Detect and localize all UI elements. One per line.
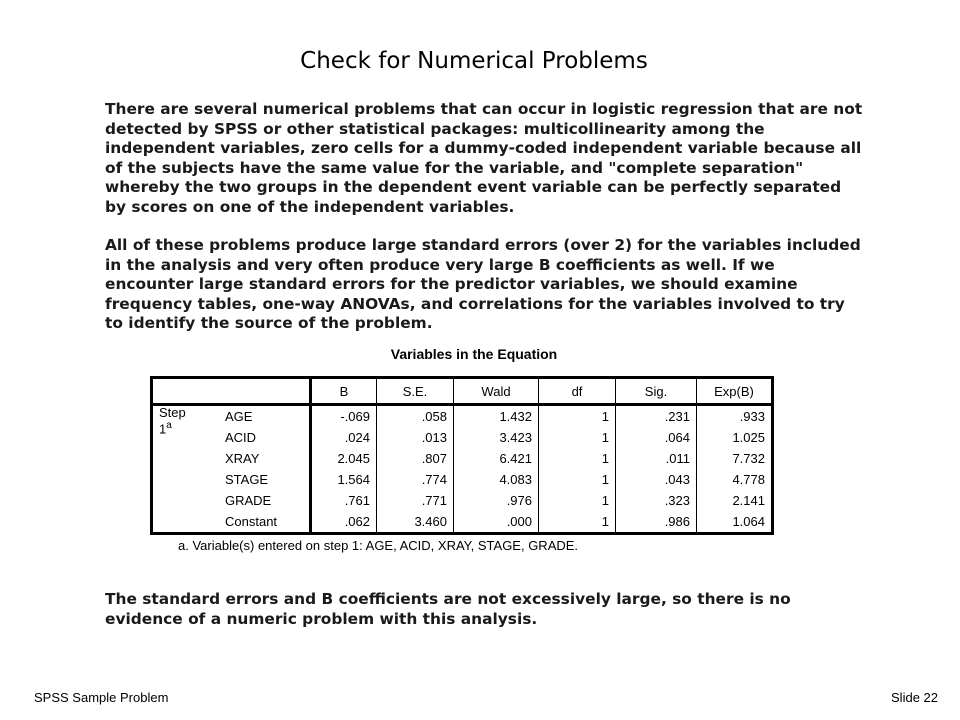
cell-expb: 1.025 bbox=[697, 427, 773, 448]
table-header-row bbox=[152, 378, 773, 405]
slide-title: Check for Numerical Problems bbox=[300, 48, 648, 74]
variable-name: AGE bbox=[225, 409, 253, 424]
cell-sig: .323 bbox=[616, 490, 697, 511]
cell-wald: 6.421 bbox=[454, 448, 539, 469]
cell-se: 3.460 bbox=[377, 511, 454, 534]
cell-wald: .000 bbox=[454, 511, 539, 534]
table-row bbox=[152, 405, 773, 428]
cell-b: .024 bbox=[311, 427, 377, 448]
variable-name: GRADE bbox=[225, 493, 272, 508]
step-footnote-marker: a bbox=[166, 420, 172, 431]
table-row bbox=[152, 490, 773, 511]
cell-df: 1 bbox=[539, 511, 616, 534]
table-row bbox=[152, 511, 773, 534]
step-number: 1 bbox=[159, 421, 167, 437]
cell-wald: 1.432 bbox=[454, 405, 539, 428]
cell-b: .761 bbox=[311, 490, 377, 511]
cell-sig: .011 bbox=[616, 448, 697, 469]
header-sig: Sig. bbox=[616, 378, 697, 405]
cell-sig: .043 bbox=[616, 469, 697, 490]
header-blank-variable bbox=[219, 378, 311, 405]
header-wald: Wald bbox=[454, 378, 539, 405]
cell-b: 2.045 bbox=[311, 448, 377, 469]
variable-name: Constant bbox=[225, 514, 278, 529]
cell-b: -.069 bbox=[311, 405, 377, 428]
cell-sig: .231 bbox=[616, 405, 697, 428]
table-row bbox=[152, 448, 773, 469]
slide-number: Slide 22 bbox=[891, 690, 938, 705]
cell-df: 1 bbox=[539, 427, 616, 448]
cell-df: 1 bbox=[539, 448, 616, 469]
cell-df: 1 bbox=[539, 469, 616, 490]
cell-df: 1 bbox=[539, 490, 616, 511]
problems-paragraph: All of these problems produce large standard errors (over 2) for the variables included in the analysis and very often produce very large B coefficients as well. If we encounter large standard errors for the predictor variables, we should examine frequency tables, one-way ANOVAs, and correlations for the variables involved to try to identify the source of the problem. bbox=[105, 236, 861, 332]
variable-name: XRAY bbox=[225, 451, 260, 466]
table-row bbox=[152, 427, 773, 448]
cell-se: .058 bbox=[377, 405, 454, 428]
cell-wald: 3.423 bbox=[454, 427, 539, 448]
cell-b: .062 bbox=[311, 511, 377, 534]
table-row bbox=[152, 469, 773, 490]
cell-expb: 2.141 bbox=[697, 490, 773, 511]
footer-source: SPSS Sample Problem bbox=[34, 690, 169, 705]
cell-se: .013 bbox=[377, 427, 454, 448]
header-df: df bbox=[539, 378, 616, 405]
cell-se: .771 bbox=[377, 490, 454, 511]
cell-wald: .976 bbox=[454, 490, 539, 511]
header-blank-step bbox=[152, 378, 220, 405]
variables-in-equation-table bbox=[150, 376, 774, 535]
cell-df: 1 bbox=[539, 405, 616, 428]
cell-wald: 4.083 bbox=[454, 469, 539, 490]
header-b: B bbox=[311, 378, 377, 405]
cell-expb: 4.778 bbox=[697, 469, 773, 490]
cell-expb: 1.064 bbox=[697, 511, 773, 534]
cell-expb: .933 bbox=[697, 405, 773, 428]
table-title: Variables in the Equation bbox=[390, 346, 558, 362]
step-label bbox=[152, 405, 220, 534]
cell-sig: .986 bbox=[616, 511, 697, 534]
cell-expb: 7.732 bbox=[697, 448, 773, 469]
header-se: S.E. bbox=[377, 378, 454, 405]
cell-se: .774 bbox=[377, 469, 454, 490]
cell-se: .807 bbox=[377, 448, 454, 469]
table-footnote: a. Variable(s) entered on step 1: AGE, ACID, XRAY, STAGE, GRADE. bbox=[178, 538, 579, 553]
conclusion-paragraph: The standard errors and B coefficients are not excessively large, so there is no evidence of a numeric problem with this analysis. bbox=[105, 590, 791, 628]
cell-sig: .064 bbox=[616, 427, 697, 448]
variable-name: ACID bbox=[225, 430, 257, 445]
variable-name: STAGE bbox=[225, 472, 269, 487]
cell-b: 1.564 bbox=[311, 469, 377, 490]
step-label-text: Step bbox=[159, 405, 186, 420]
header-expb: Exp(B) bbox=[697, 378, 773, 405]
intro-paragraph: There are several numerical problems that can occur in logistic regression that are not detected by SPSS or other statistical packages: multicollinearity among the independent variables, zero cells for a dummy-coded independent variable because all of the subjects have the same value for the variable, and "complete separation" whereby the two groups in the dependent event variable can be perfectly separated by scores on one of the independent variables. bbox=[105, 100, 863, 216]
